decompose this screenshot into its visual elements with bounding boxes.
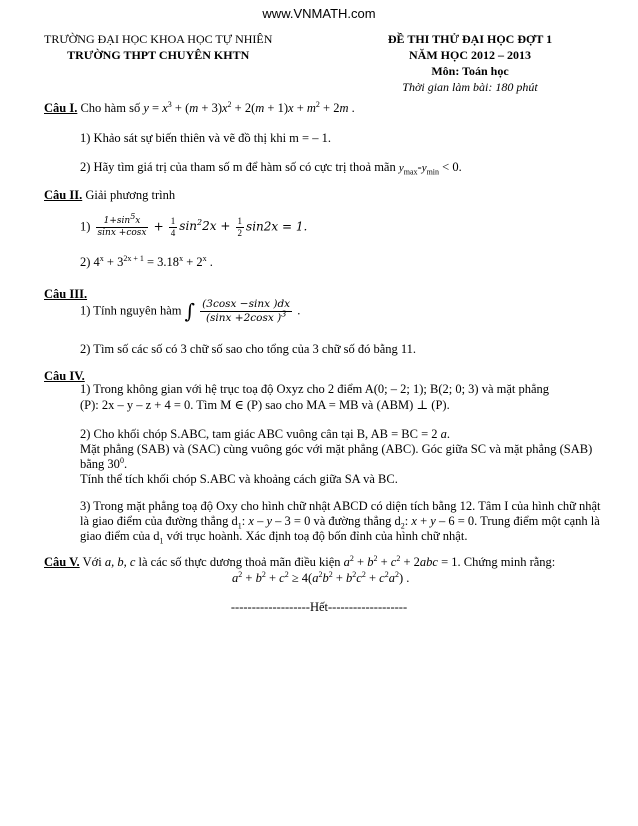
question-4-part-2-line-1: 2) Cho khối chóp S.ABC, tam giác ABC vuông cân tại B, AB = BC = 2 a. <box>80 427 451 441</box>
question-4-part-1-line-1: 1) Trong không gian với hệ trục toạ độ Oxyz cho 2 điểm A(0; – 2; 1); B(2; 0; 3) và mặt phẳng <box>80 382 550 396</box>
question-2-intro: Giải phương trình <box>85 188 176 202</box>
question-3-part-2: 2) Tìm số các số có 3 chữ số sao cho tổng của 3 chữ số đó bằng 11. <box>80 342 417 356</box>
school-name: TRƯỜNG THPT CHUYÊN KHTN <box>67 48 250 62</box>
question-4-part-2-line-3: bằng $30^0$. <box>80 455 128 471</box>
end-marker: -------------------Hết------------------- <box>230 600 408 614</box>
question-4-part-3-line-2: là giao điểm của đường thẳng $d_1$: x – y – 3 = 0 và đường thẳng $d_2$: x + y – 6 = 0. Trung điểm một cạnh là <box>80 514 600 531</box>
question-4 <box>44 369 85 384</box>
question-2-part-2: 2) $4^x + 3^{2x + 1} = 3.18^x + 2^x$ . <box>80 253 213 269</box>
question-5-inequality: $a^2 + b^2 + c^2 \ge 4(a^2b^2 + b^2c^2 + c^2a^2)$ . <box>232 569 410 585</box>
question-2 <box>44 188 175 203</box>
question-1-part-2: 2) Hãy tìm giá trị của tham số m để hàm số có cực trị thoả mãn $y_{max}-y_{min} < 0$. <box>80 160 462 177</box>
site-watermark: www.VNMATH.com <box>262 6 376 21</box>
question-4-part-1-line-2: (P): 2x – y – z + 4 = 0. Tìm M ∈ (P) sao cho MA = MB và (ABM) ⊥ (P). <box>80 398 450 412</box>
question-4-part-2-line-4: Tính thể tích khối chóp S.ABC và khoảng cách giữa SA và BC. <box>80 472 398 486</box>
question-1-intro: Cho hàm số <box>80 101 141 115</box>
question-2-label: Câu II. <box>44 188 83 202</box>
question-3-part-1: 1) Tính nguyên hàm ∫ $\frac{(3\cos x -\sin x )dx}{(\sin x +2\cos x )^3}$ . <box>80 298 301 324</box>
question-5-label: Câu V. <box>44 555 80 569</box>
time-limit: Thời gian làm bài: 180 phút <box>402 80 538 94</box>
question-4-part-3-line-3: giao điểm của $d_1$ với trục hoành. Xác định toạ độ bốn đỉnh của hình chữ nhật. <box>80 529 468 546</box>
question-3-label: Câu III. <box>44 287 88 301</box>
question-4-part-3-line-1: 3) Trong mặt phẳng toạ độ Oxy cho hình chữ nhật ABCD có diện tích bằng 12. Tâm I của hình chữ nhật <box>80 499 601 513</box>
header-left <box>44 31 272 63</box>
question-1-label: Câu I. <box>44 101 78 115</box>
school-year: NĂM HỌC 2012 – 2013 <box>409 48 531 62</box>
subject: Môn: Toán học <box>431 64 509 78</box>
question-1: Câu I. Cho hàm số $y = x^3 + (m + 3)x^2 + 2(m + 1)x + m^2 + 2m$ . <box>44 99 355 115</box>
university-name: TRƯỜNG ĐẠI HỌC KHOA HỌC TỰ NHIÊN <box>44 32 273 46</box>
exam-title: ĐỀ THI THỬ ĐẠI HỌC ĐỢT 1 <box>387 32 553 46</box>
question-2-part-1: 1) $\frac{1+\sin^5x}{\sin x +\cos x}$ + $\frac{1}{4}$ $\sin^22x$ + $\frac{1}{2}$ sin2x = 1. <box>80 212 308 238</box>
question-4-label: Câu IV. <box>44 369 85 383</box>
question-5: Câu V. Với a, b, c là các số thực dương thoả mãn điều kiện $a^2 + b^2 + c^2 + 2abc = 1$. Chứng minh rằng: <box>44 553 556 569</box>
question-4-part-2-line-2: Mặt phẳng (SAB) và (SAC) cùng vuông góc với mặt phẳng (ABC). Góc giữa SC và mặt phẳng (SAB) <box>80 442 593 456</box>
question-1-part-1: 1) Khảo sát sự biến thiên và vẽ đồ thị khi m = – 1. <box>80 131 331 145</box>
header-right <box>355 31 585 95</box>
